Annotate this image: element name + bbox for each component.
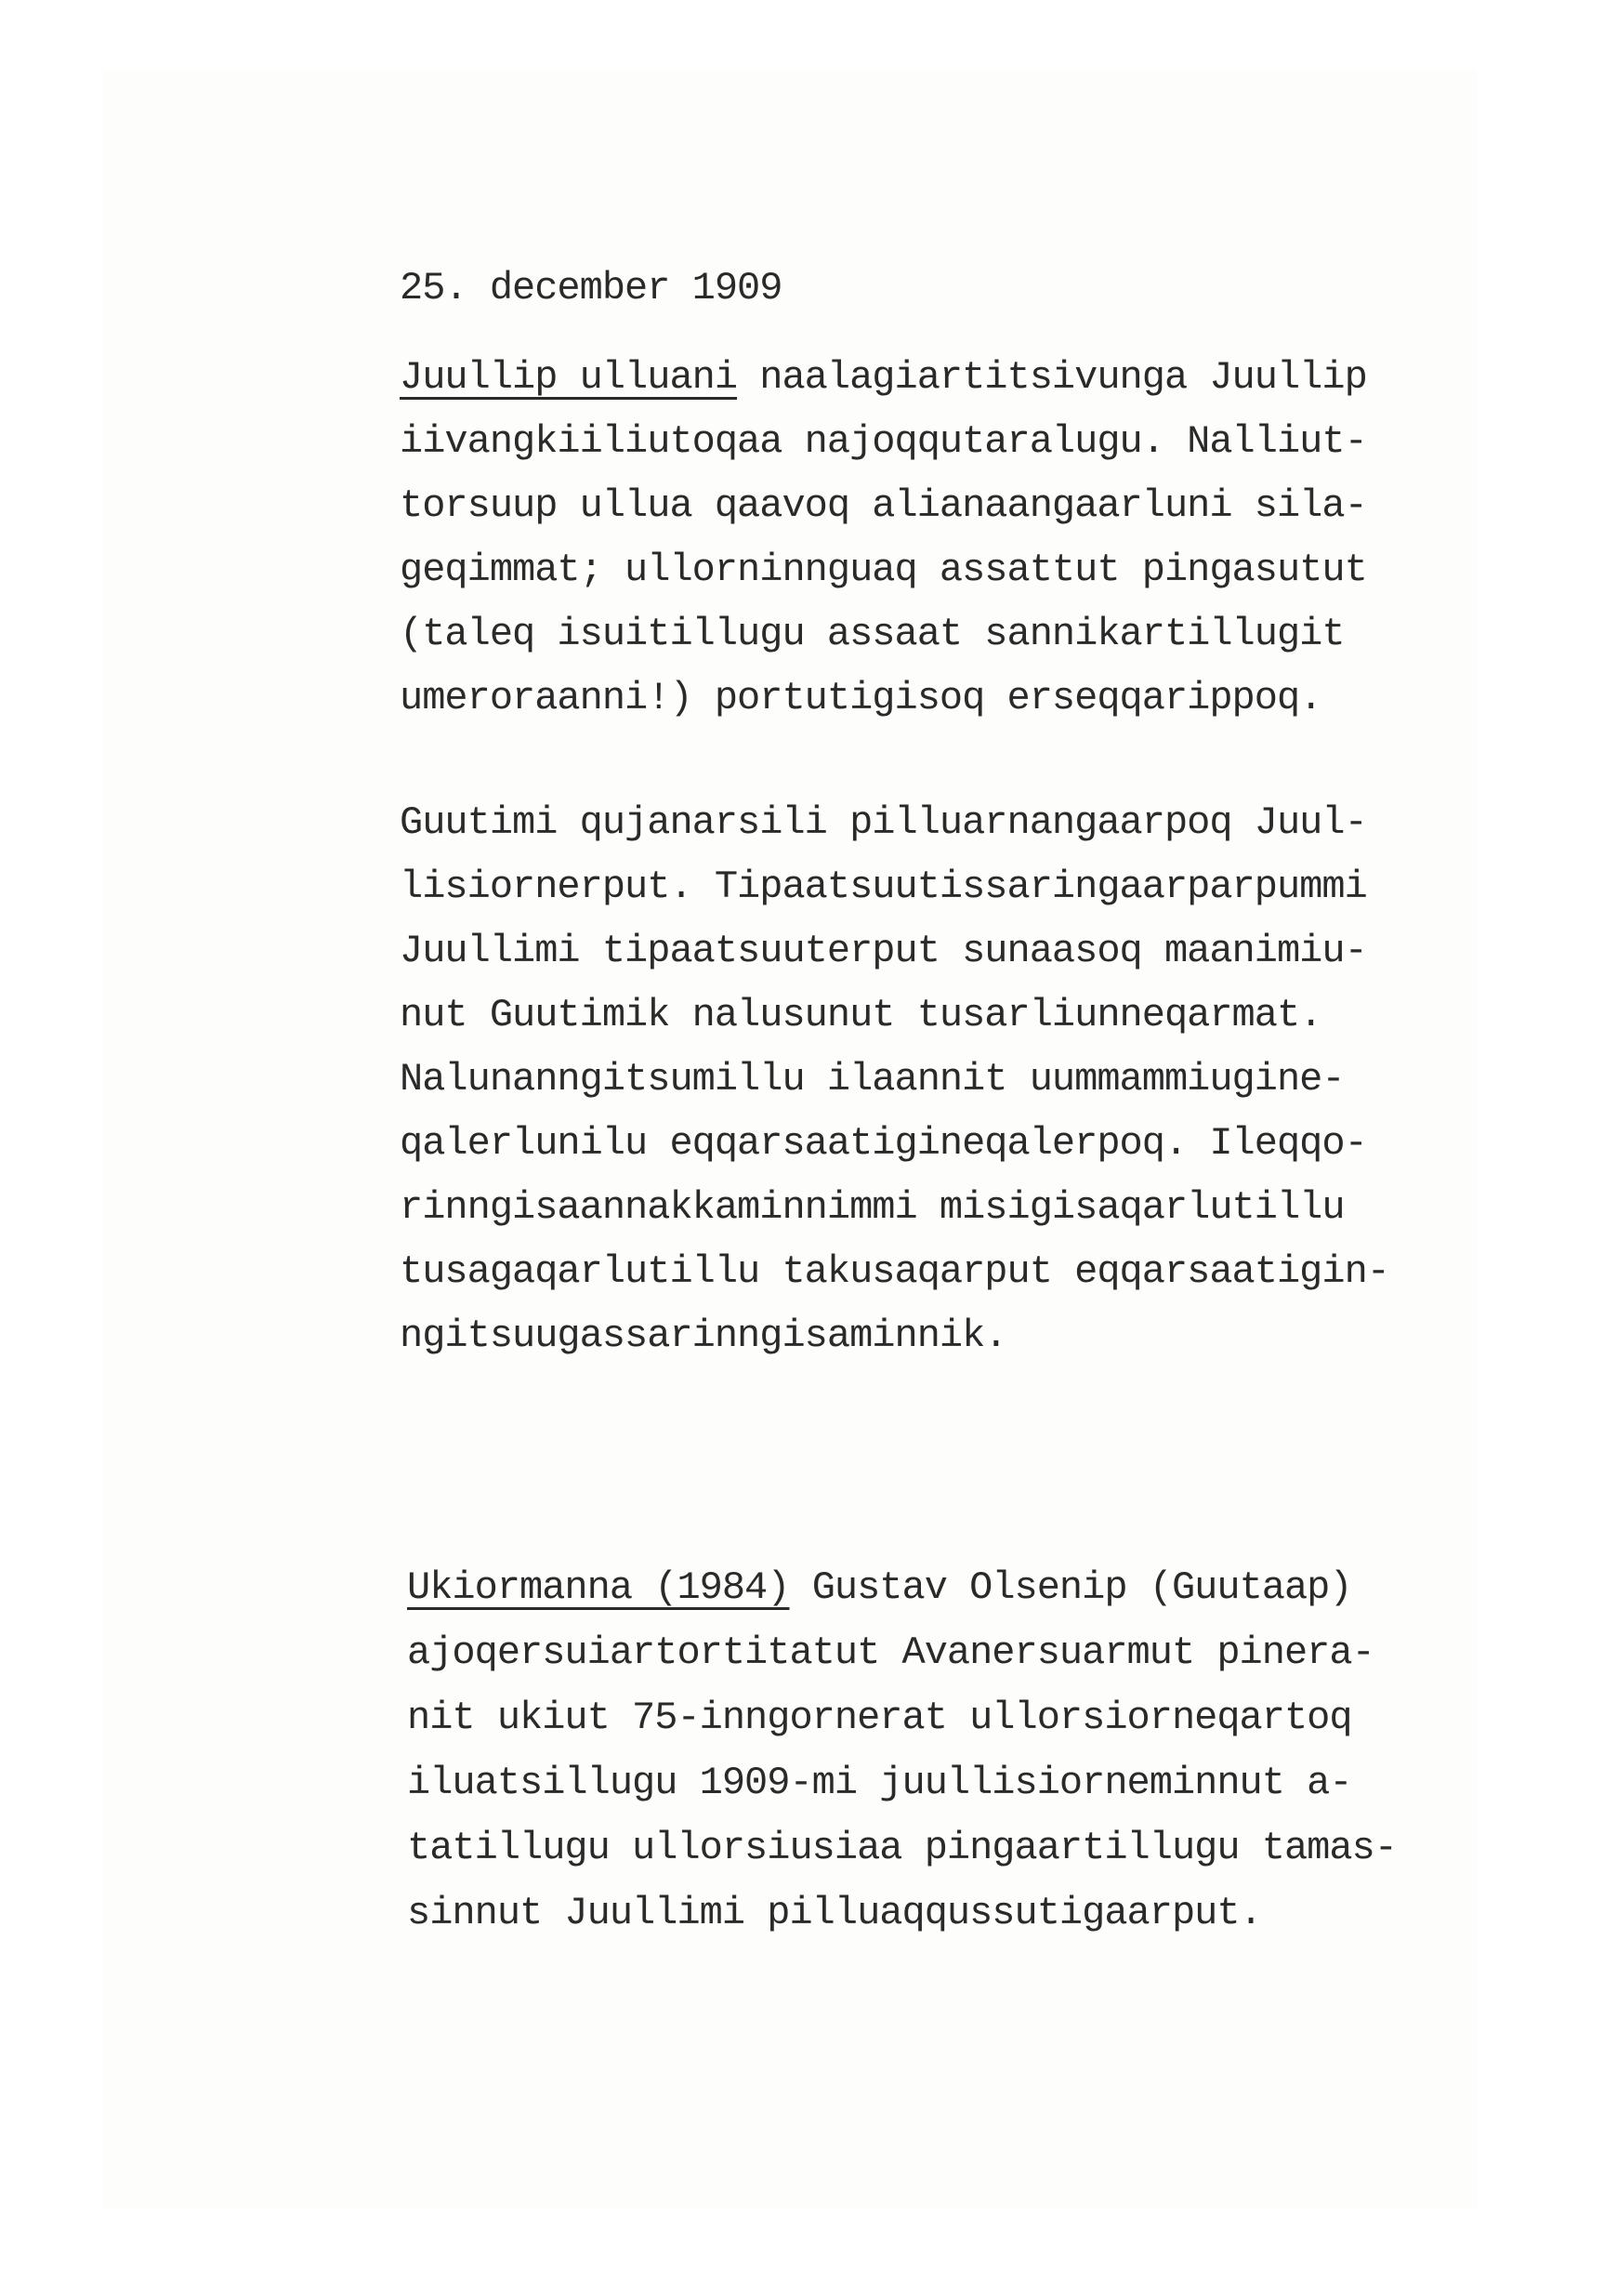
paragraph-1984-note [407,1555,1397,1946]
text-line: ngitsuugassarinngisaminnik. [400,1313,1007,1358]
text-line: Nalunanngitsumillu ilaannit uummammiugine- [400,1057,1345,1102]
text-line: iivangkiiliutoqaa najoqqutaralugu. Nalliut- [400,419,1367,464]
text-line: nut Guutimik nalusunut tusarliunneqarmat. [400,993,1322,1037]
text-line: lisiornerput. Tipaatsuutissaringaarparpummi [400,864,1367,909]
text-line: nit ukiut 75-inngornerat ullorsiorneqartoq [407,1696,1352,1740]
text-line: ajoqersuiartortitatut Avanersuarmut pinera- [407,1630,1374,1675]
text-line: rinngisaannakkaminnimmi misigisaqarlutillu [400,1185,1345,1230]
paragraph-christmas-day [400,346,1367,731]
document-date: 25. december 1909 [400,266,782,310]
text-line: geqimmat; ullorninnguaq assattut pingasutut [400,548,1367,592]
text-line: Juullip ulluani naalagiartitsivunga Juullip [400,355,1367,400]
text-line: sinnut Juullimi pilluaqqussutigaarput. [407,1891,1262,1935]
text-line: iluatsillugu 1909-mi juullisiorneminnut a- [407,1761,1352,1805]
text-line: umeroraanni!) portutigisoq erseqqarippoq. [400,676,1322,720]
text-line: Juullimi tipaatsuuterput sunaasoq maanimiu- [400,929,1367,973]
text-line: (taleq isuitillugu assaat sannikartillugit [400,612,1345,656]
paragraph-gratitude [400,791,1389,1368]
text-line: Ukiormanna (1984) Gustav Olsenip (Guutaap) [407,1565,1352,1610]
text-line: tusagaqarlutillu takusaqarput eqqarsaatigin- [400,1249,1389,1294]
text-line: qalerlunilu eqqarsaatigineqalerpoq. Ileqqo- [400,1121,1367,1166]
text-line: Guutimi qujanarsili pilluarnangaarpoq Juul- [400,800,1367,845]
text-line: torsuup ullua qaavoq alianaangaarluni sila- [400,483,1367,528]
underlined-heading: Juullip ulluani [400,355,738,400]
text-line: tatillugu ullorsiusiaa pingaartillugu tamas- [407,1826,1397,1870]
underlined-heading: Ukiormanna (1984) [407,1565,790,1610]
